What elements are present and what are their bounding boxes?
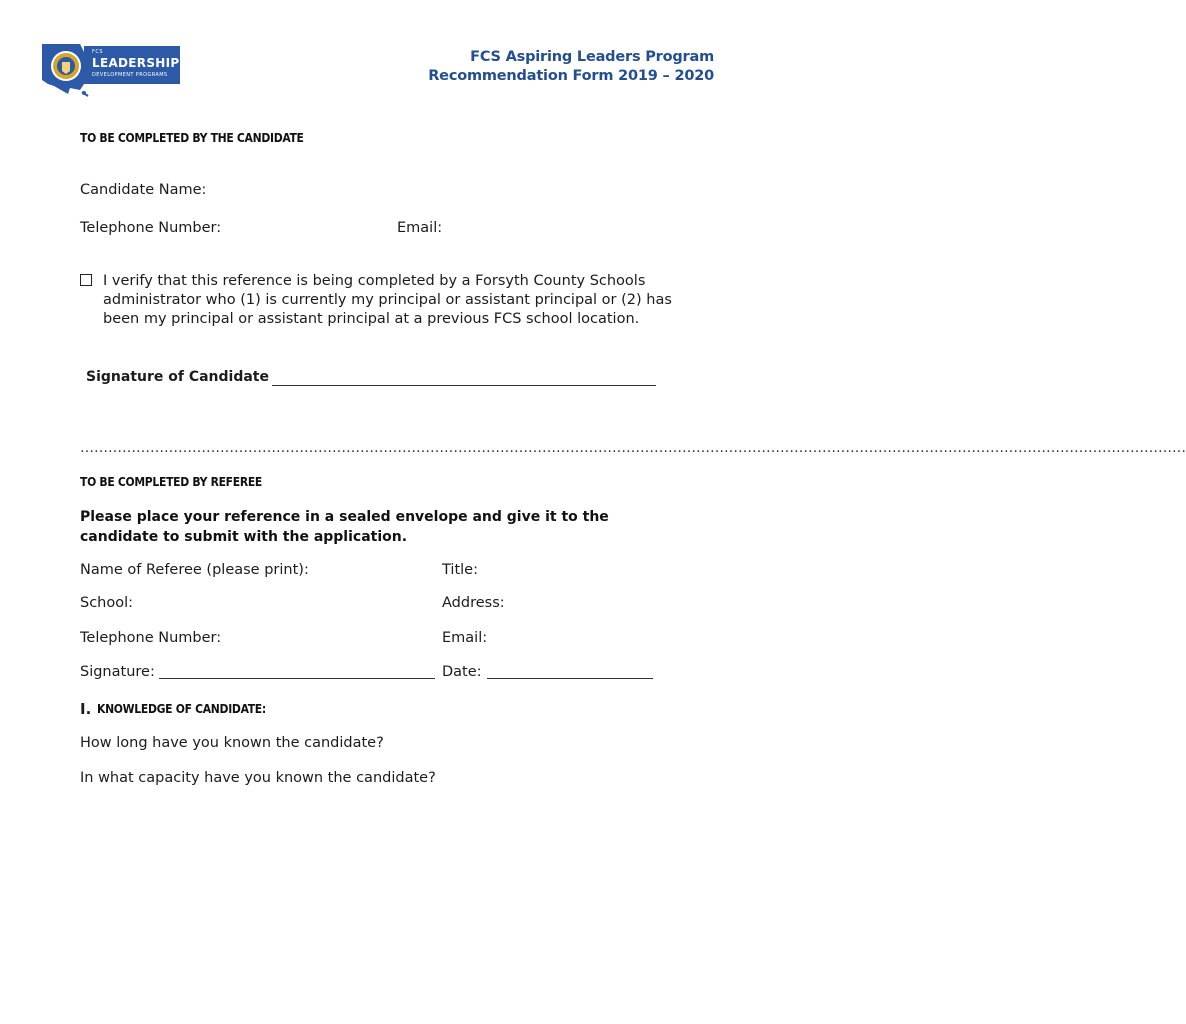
fcs-leadership-logo xyxy=(40,40,182,98)
known-capacity-question: In what capacity have you known the candidate? xyxy=(80,770,436,786)
logo-main-text: LEADERSHIP xyxy=(92,56,180,70)
section-numeral: I. xyxy=(80,700,92,718)
verify-checkbox[interactable] xyxy=(80,274,92,286)
referee-address-label: Address: xyxy=(442,595,505,611)
referee-telephone-label: Telephone Number: xyxy=(80,630,222,646)
program-title: FCS Aspiring Leaders Program xyxy=(470,49,714,65)
referee-instruction: Please place your reference in a sealed envelope and give it to the candidate to submit with the application. xyxy=(80,509,609,545)
referee-title-label: Title: xyxy=(442,562,478,578)
logo-sub-text: DEVELOPMENT PROGRAMS xyxy=(92,72,168,78)
candidate-signature-label: Signature of Candidate xyxy=(86,369,269,385)
logo-small-text: FCS xyxy=(92,49,104,55)
candidate-section-heading: TO BE COMPLETED BY THE CANDIDATE xyxy=(80,131,304,145)
verify-statement: I verify that this reference is being completed by a Forsyth County Schools administrator who (1) is currently my principal or assistant principal or (2) has been my principal or assistant principal at a previous FCS school location. xyxy=(103,273,672,327)
candidate-telephone-label: Telephone Number: xyxy=(80,220,222,236)
referee-date-label: Date: xyxy=(442,664,482,680)
candidate-email-label: Email: xyxy=(397,220,443,236)
referee-signature-line[interactable] xyxy=(159,678,435,679)
referee-signature-label: Signature: xyxy=(80,664,155,680)
referee-section-heading: TO BE COMPLETED BY REFEREE xyxy=(80,475,262,489)
knowledge-section-heading: KNOWLEDGE OF CANDIDATE: xyxy=(97,702,266,716)
form-title: Recommendation Form 2019 – 2020 xyxy=(428,68,714,84)
known-duration-question: How long have you known the candidate? xyxy=(80,735,384,751)
section-divider: ………………………………………………………………………………………………………………………………………………………………………………………………………………… xyxy=(80,440,1186,456)
candidate-name-label: Candidate Name: xyxy=(80,182,207,198)
referee-school-label: School: xyxy=(80,595,134,611)
referee-email-label: Email: xyxy=(442,630,488,646)
candidate-signature-line[interactable] xyxy=(272,385,656,386)
referee-date-line[interactable] xyxy=(487,678,653,679)
referee-name-label: Name of Referee (please print): xyxy=(80,562,309,578)
